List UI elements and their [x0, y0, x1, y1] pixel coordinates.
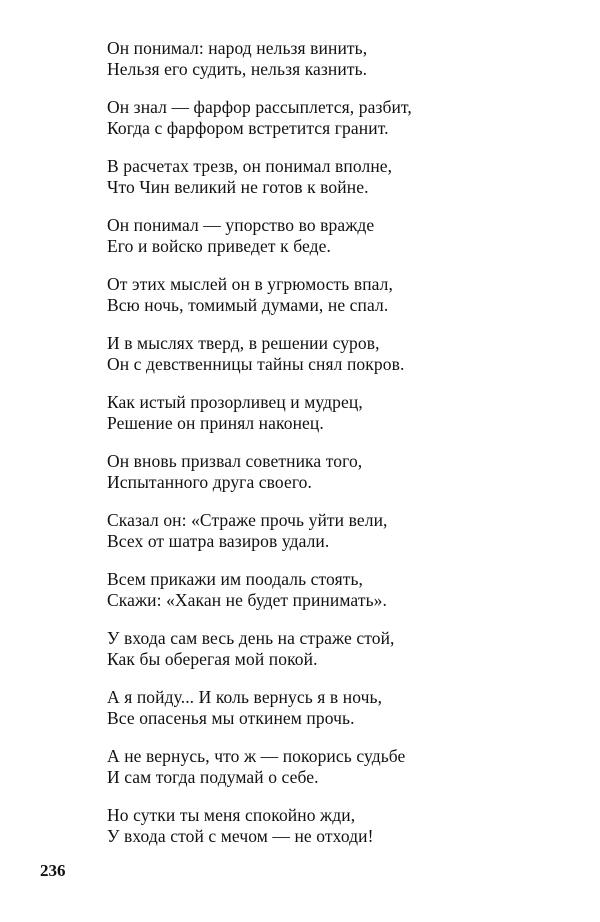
stanza-2: [107, 97, 507, 138]
stanza-10: [107, 569, 507, 610]
poem-line: Он вновь призвал советника того,: [107, 451, 363, 471]
poem-line: Сказал он: «Страже прочь уйти вели,: [107, 510, 388, 530]
stanza-11: [107, 628, 507, 669]
poem-line: Его и войско приведет к беде.: [107, 235, 331, 256]
poem-line: Все опасенья мы откинем прочь.: [107, 707, 355, 728]
poem-line: Всем прикажи им поодаль стоять,: [107, 569, 364, 589]
poem-line: Как бы оберегая мой покой.: [107, 648, 318, 669]
poem-text: [107, 38, 507, 864]
poem-line: Он понимал: народ нельзя винить,: [107, 38, 368, 58]
poem-line: И в мыслях тверд, в решении суров,: [107, 333, 380, 353]
poem-line: И сам тогда подумай о себе.: [107, 766, 319, 787]
stanza-14: [107, 805, 507, 846]
poem-line: Всех от шатра вазиров удали.: [107, 530, 330, 551]
poem-line: Скажи: «Хакан не будет принимать».: [107, 589, 387, 610]
stanza-5: [107, 274, 507, 315]
poem-line: Что Чин великий не готов к войне.: [107, 176, 369, 197]
poem-line: От этих мыслей он в угрюмость впал,: [107, 274, 393, 294]
poem-line: Решение он принял наконец.: [107, 412, 324, 433]
poem-line: Когда с фарфором встретится гранит.: [107, 117, 389, 138]
stanza-7: [107, 392, 507, 433]
stanza-4: [107, 215, 507, 256]
stanza-3: [107, 156, 507, 197]
poem-line: Он с девственницы тайны снял покров.: [107, 353, 405, 374]
poem-line: А я пойду... И коль вернусь я в ночь,: [107, 687, 383, 707]
poem-line: Испытанного друга своего.: [107, 471, 313, 492]
poem-line: Но сутки ты меня спокойно жди,: [107, 805, 356, 825]
stanza-1: [107, 38, 507, 79]
poem-line: А не вернусь, что ж — покорись судьбе: [107, 746, 406, 766]
poem-line: У входа сам весь день на страже стой,: [107, 628, 395, 648]
poem-line: Всю ночь, томимый думами, не спал.: [107, 294, 389, 315]
stanza-13: [107, 746, 507, 787]
poem-line: Как истый прозорливец и мудрец,: [107, 392, 363, 412]
stanza-9: [107, 510, 507, 551]
stanza-6: [107, 333, 507, 374]
poem-line: Нельзя его судить, нельзя казнить.: [107, 58, 368, 79]
poem-line: В расчетах трезв, он понимал вполне,: [107, 156, 393, 176]
poem-line: Он понимал — упорство во вражде: [107, 215, 375, 235]
poem-line: Он знал — фарфор рассыплется, разбит,: [107, 97, 412, 117]
stanza-8: [107, 451, 507, 492]
poem-line: У входа стой с мечом — не отходи!: [107, 825, 374, 846]
page-number: 236: [40, 861, 66, 880]
stanza-12: [107, 687, 507, 728]
